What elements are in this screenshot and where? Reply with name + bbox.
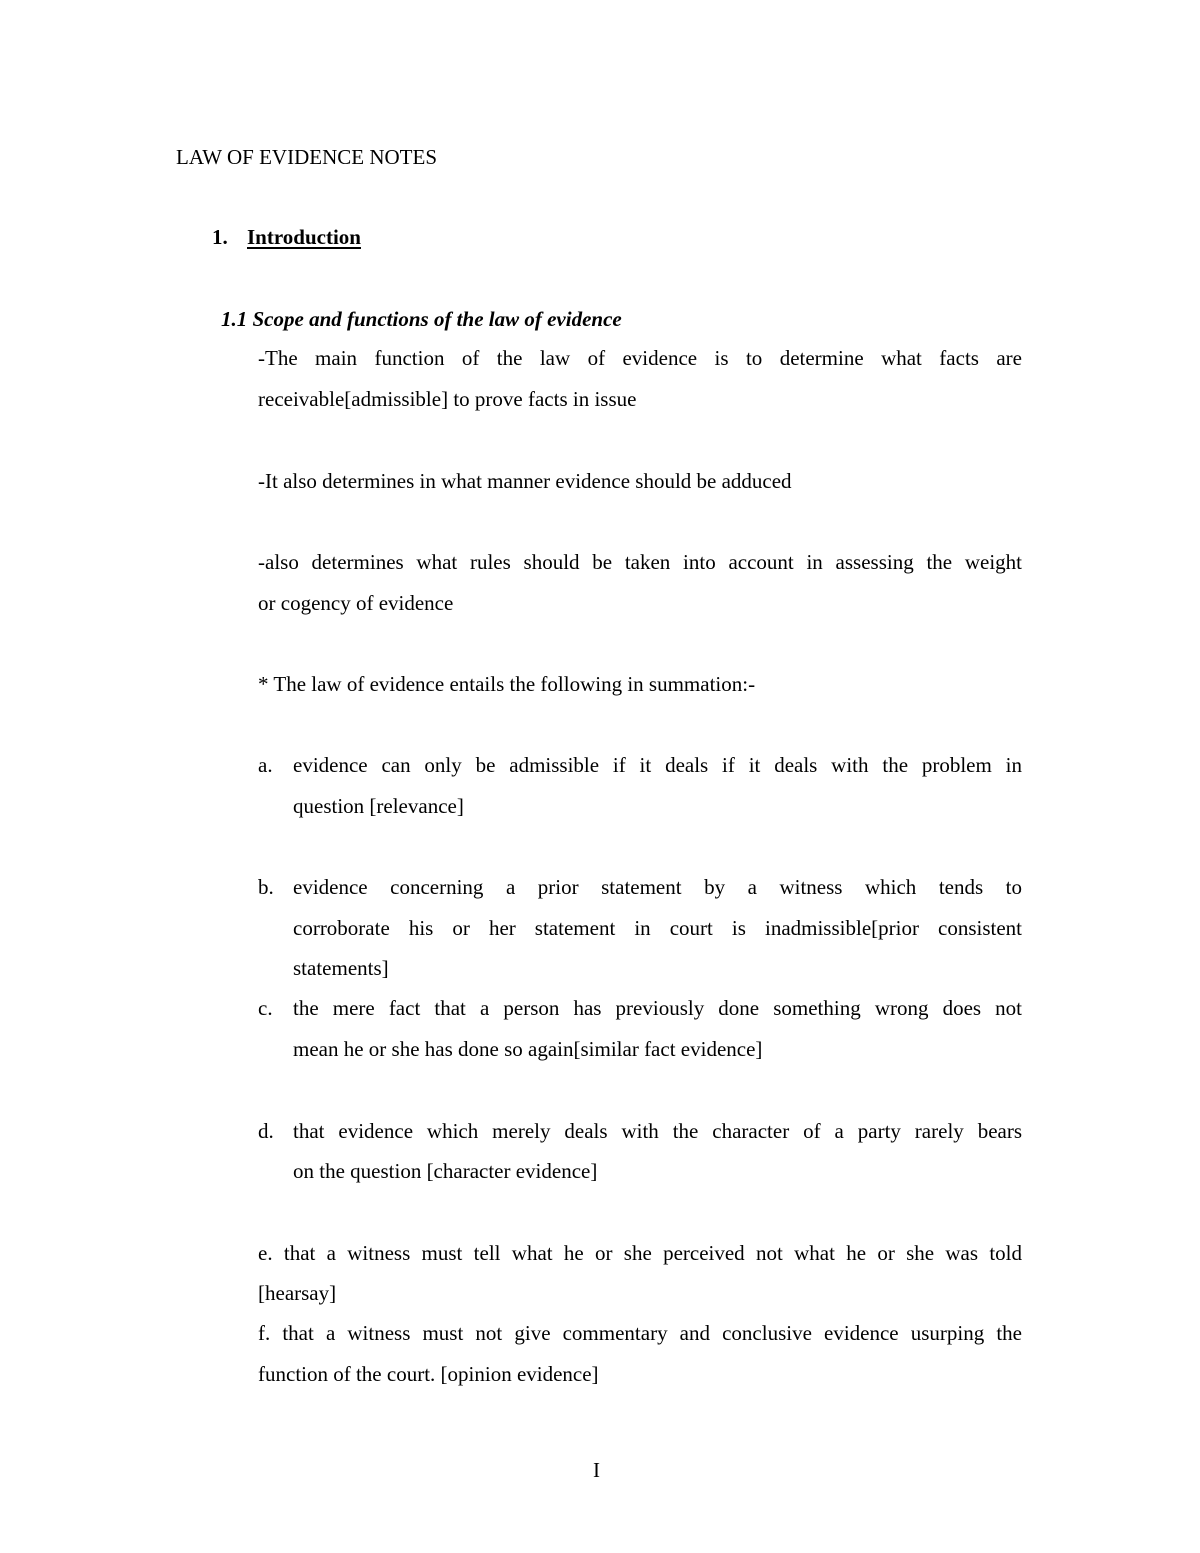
section-number: 1. (212, 225, 228, 249)
paragraph-line: -The main function of the law of evidence is to determine what facts are (258, 346, 1022, 370)
list-item-line: evidence concerning a prior statement by a witness which tends to (293, 875, 1022, 899)
list-item-line: on the question [character evidence] (293, 1159, 598, 1183)
list-marker: d. (258, 1119, 274, 1143)
list-item-line: mean he or she has done so again[similar fact evidence] (293, 1037, 763, 1061)
list-marker: a. (258, 753, 273, 777)
paragraph-line: -also determines what rules should be taken into account in assessing the weight (258, 550, 1022, 574)
list-item-line: corroborate his or her statement in court is inadmissible[prior consistent (293, 916, 1022, 940)
paragraph: * The law of evidence entails the following in summation:- (258, 672, 756, 696)
list-item-line: e. that a witness must tell what he or she perceived not what he or she was told (258, 1241, 1022, 1265)
list-item-line: f. that a witness must not give commentary and conclusive evidence usurping the (258, 1321, 1022, 1345)
list-item-line: the mere fact that a person has previously done something wrong does not (293, 996, 1022, 1020)
section-title: Introduction (247, 225, 361, 249)
page-number: I (593, 1458, 600, 1482)
list-item-line: [hearsay] (258, 1281, 337, 1305)
list-item-line: question [relevance] (293, 794, 464, 818)
list-marker: c. (258, 996, 273, 1020)
paragraph-line: or cogency of evidence (258, 591, 454, 615)
list-item-line: statements] (293, 956, 389, 980)
list-item-line: function of the court. [opinion evidence] (258, 1362, 599, 1386)
list-item-line: evidence can only be admissible if it deals if it deals with the problem in (293, 753, 1022, 777)
list-marker: b. (258, 875, 274, 899)
paragraph: -It also determines in what manner evidence should be adduced (258, 469, 792, 493)
document-title: LAW OF EVIDENCE NOTES (176, 145, 437, 169)
list-item-line: that evidence which merely deals with the character of a party rarely bears (293, 1119, 1022, 1143)
subsection-title: 1.1 Scope and functions of the law of evidence (221, 307, 622, 331)
paragraph-line: receivable[admissible] to prove facts in issue (258, 387, 637, 411)
